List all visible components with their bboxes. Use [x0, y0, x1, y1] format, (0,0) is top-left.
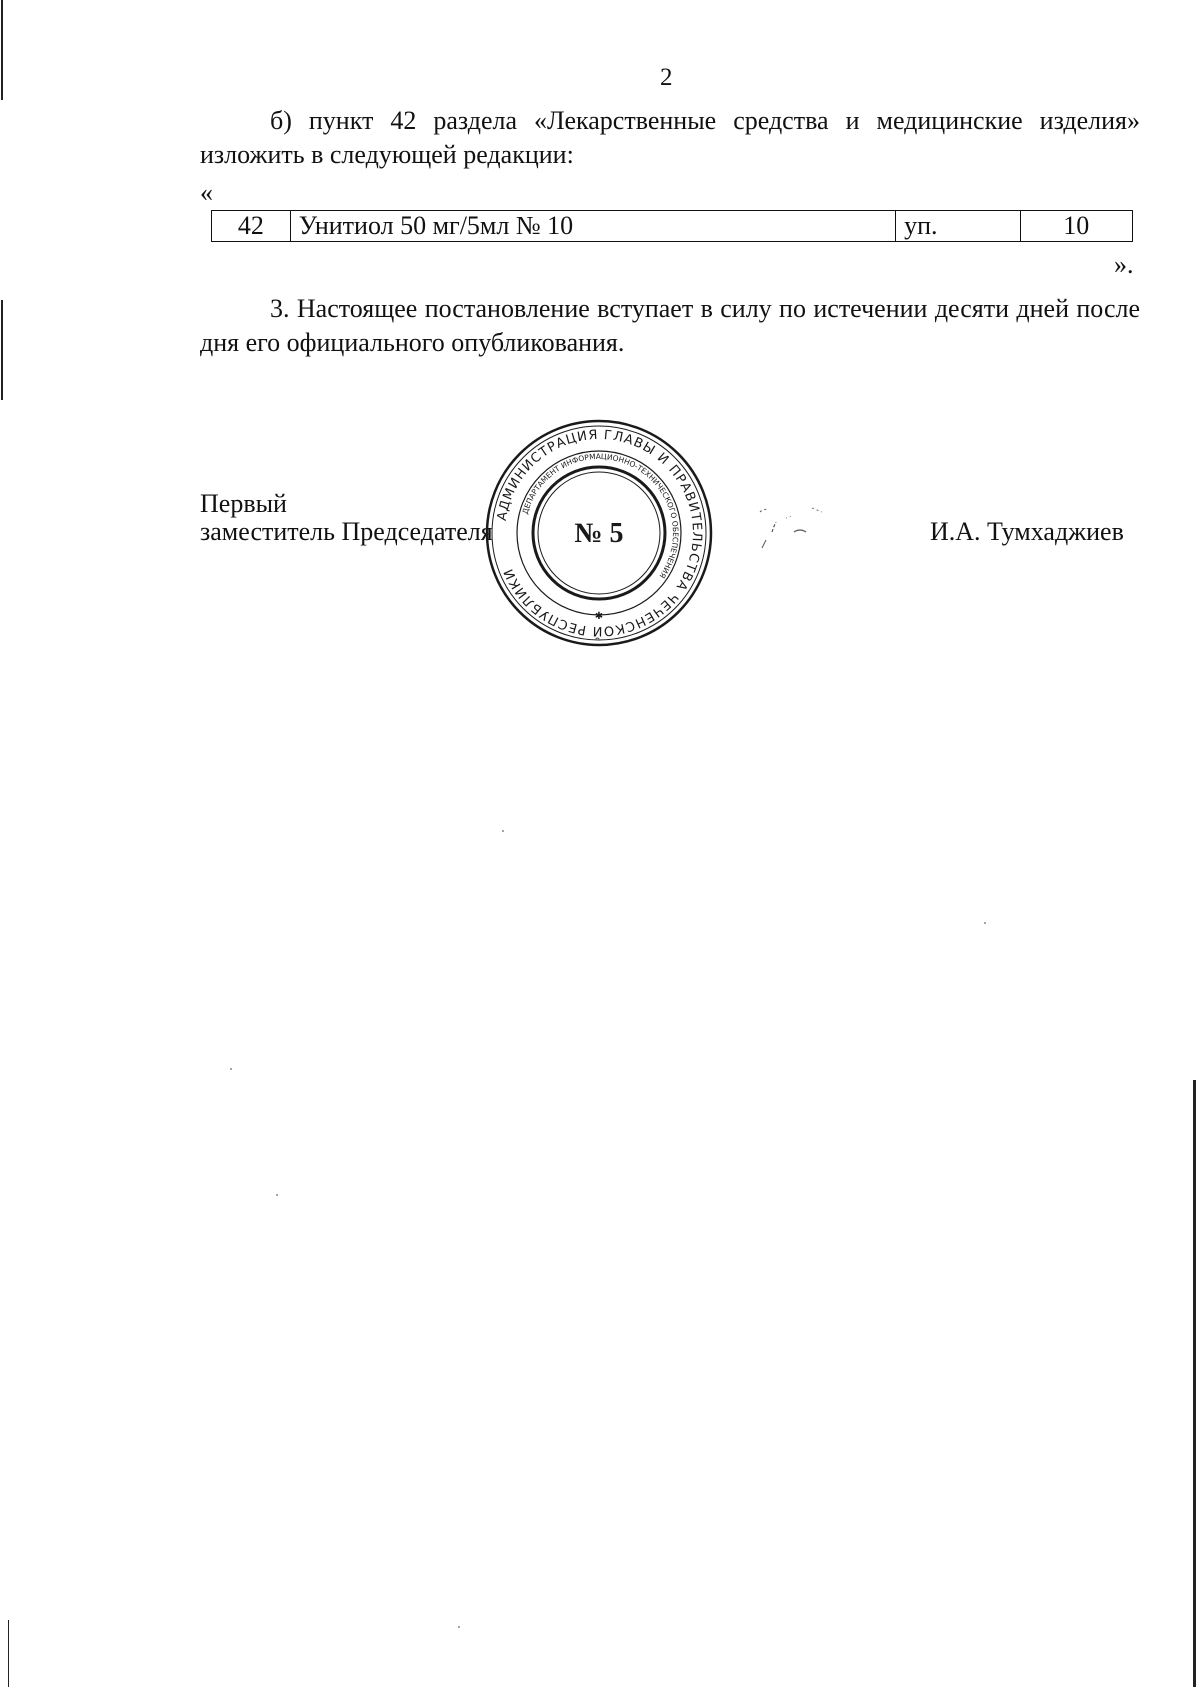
seal-center-number: № 5: [574, 518, 624, 549]
scan-edge-left-mid: [1, 300, 3, 400]
handwritten-signature: [752, 498, 842, 558]
quote-open: «: [200, 178, 213, 207]
scan-edge-left-top: [1, 0, 3, 100]
seal-inner-text: ДЕПАРТАМЕНТ ИНФОРМАЦИОННО-ТЕХНИЧЕСКОГО ОБЕСПЕЧЕНИЯ: [520, 451, 681, 580]
paragraph-3: [200, 292, 1140, 360]
seal-star-icon: ✱: [594, 611, 604, 622]
cell-number: 42: [212, 211, 291, 242]
seal-outer-text: АДМИНИСТРАЦИЯ ГЛАВЫ И ПРАВИТЕЛЬСТВА ЧЕЧЕНСКОЙ РЕСПУБЛИКИ: [494, 427, 705, 639]
signatory-name: И.А. Тумхаджиев: [930, 517, 1124, 546]
scan-edge-left-bottom: [8, 1620, 9, 1687]
scan-edge-right-bottom: [1193, 1080, 1196, 1687]
cell-quantity: 10: [1020, 211, 1133, 242]
scan-speck: [276, 1194, 278, 1196]
scan-speck: [984, 922, 986, 924]
cell-unit: уп.: [896, 211, 1020, 242]
paragraph-3-text: 3. Настоящее постановление вступает в силу по истечении десяти дней после дня его официального опубликования.: [200, 294, 1140, 357]
signatory-title-line1: Первый: [200, 489, 287, 518]
paragraph-b: [200, 104, 1140, 172]
signatory-title: [200, 490, 493, 546]
scan-speck: [458, 1626, 460, 1628]
page-number: 2: [660, 64, 673, 91]
scan-speck: [230, 1068, 232, 1070]
table-row: [212, 211, 1133, 242]
official-seal: [484, 418, 714, 648]
signatory-title-line2: заместитель Председателя: [200, 517, 493, 546]
paragraph-b-text: б) пункт 42 раздела «Лекарственные средства и медицинские изделия» изложить в следующей редакции:: [200, 106, 1140, 169]
quote-close: ».: [1114, 250, 1134, 279]
scan-speck: [502, 830, 504, 832]
items-table: [211, 210, 1133, 242]
cell-name: Унитиол 50 мг/5мл № 10: [290, 211, 895, 242]
